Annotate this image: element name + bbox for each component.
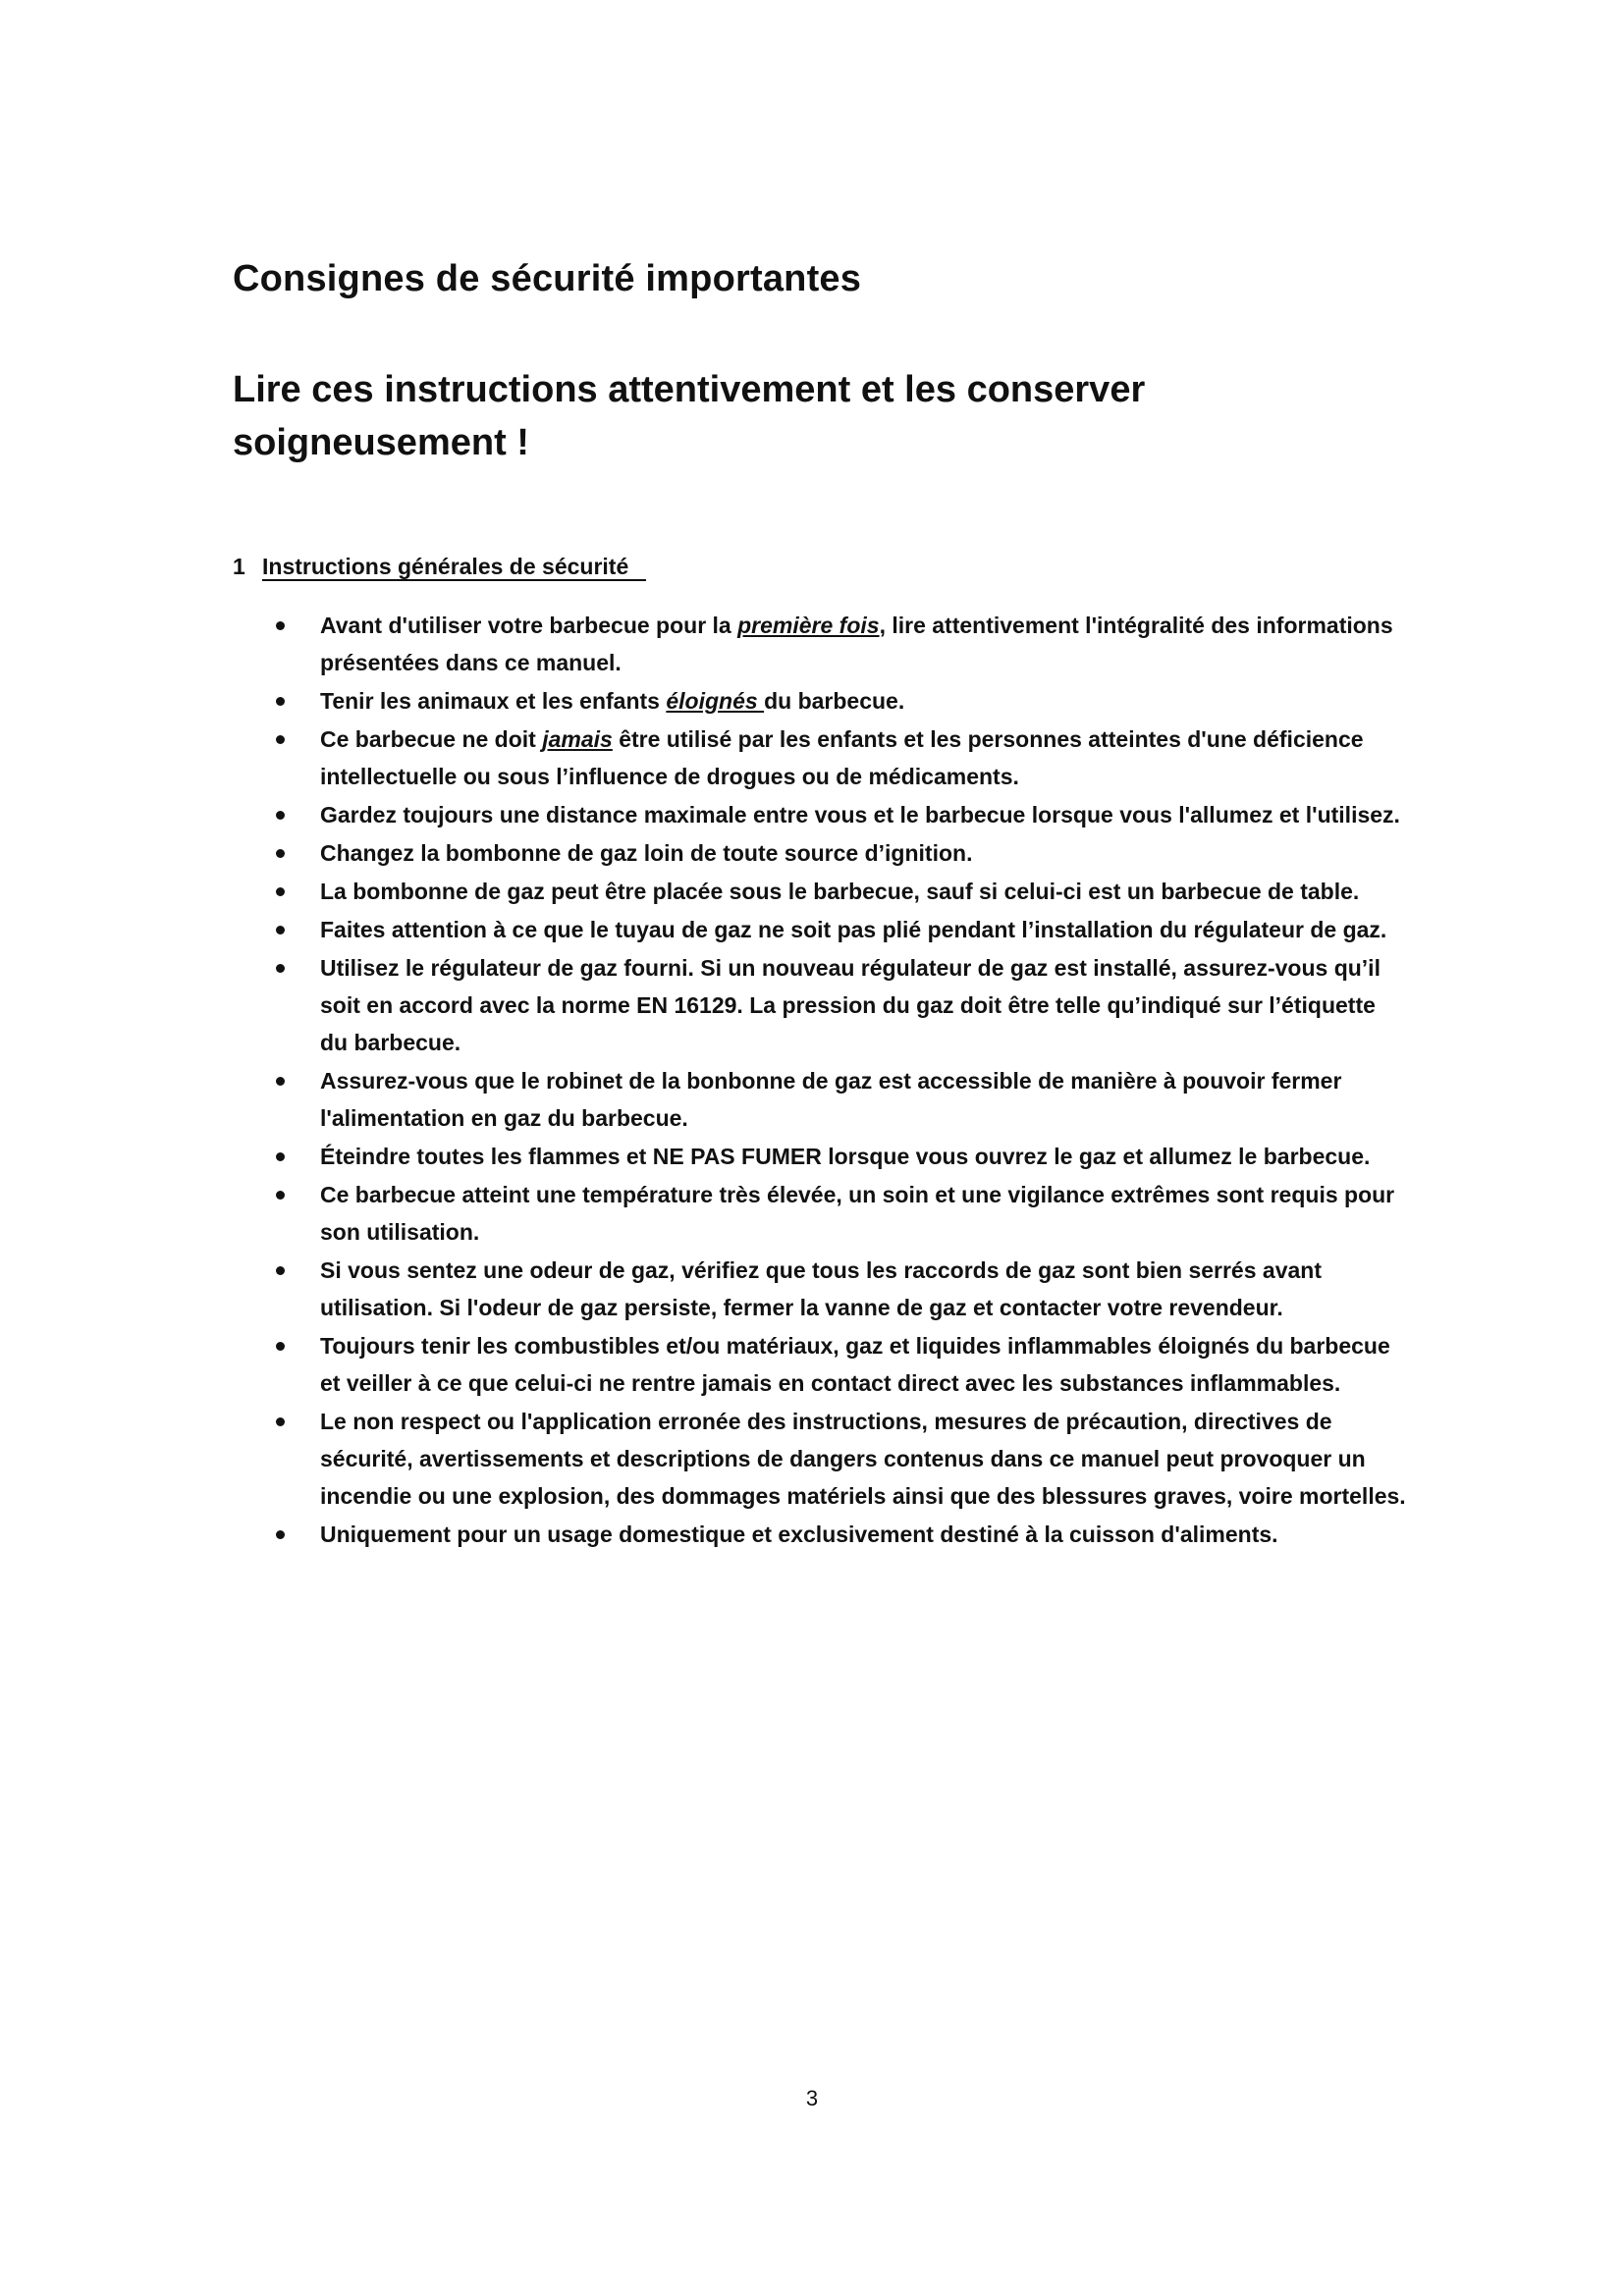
item-text: Utilisez le régulateur de gaz fourni. Si un nouveau régulateur de gaz est installé, assurez-vous qu’il soit en accord avec la norme EN 16129. La pression du gaz doit être telle qu’indiqué sur l’étiquette du barbecue. [320,955,1380,1055]
bullet-icon [276,1077,285,1086]
page-subtitle: Lire ces instructions attentivement et les conserver soigneusement ! [233,369,1146,463]
item-text: Éteindre toutes les flammes et NE PAS FUMER lorsque vous ouvrez le gaz et allumez le barbecue. [320,1144,1371,1169]
item-text-end: , lire attentivement l'intégralité des informations présentées dans ce manuel. [320,613,1393,675]
bullet-icon [276,621,285,630]
bullet-icon [276,811,285,820]
item-text: Toujours tenir les combustibles et/ou matériaux, gaz et liquides inflammables éloignés du barbecue et veiller à ce que celui-ci ne rentre jamais en contact direct avec les substances inflammables. [320,1333,1390,1396]
bullet-icon [276,697,285,706]
section-heading [233,552,646,581]
bullet-icon [276,1530,285,1539]
list-item [0,1252,1624,1326]
item-text: Ce barbecue atteint une température très élevée, un soin et une vigilance extrêmes sont requis pour son utilisation. [320,1182,1395,1245]
item-text: Assurez-vous que le robinet de la bonbonne de gaz est accessible de manière à pouvoir fermer l'alimentation en gaz du barbecue. [320,1068,1342,1131]
item-text-end: être utilisé par les enfants et les personnes atteintes d'une déficience intellectuelle ou sous l’influence de drogues ou de médicaments. [320,726,1364,789]
section-number: 1 [233,554,245,579]
list-item [0,1062,1624,1137]
item-text-end: du barbecue. [764,688,905,714]
list-item [0,796,1624,833]
list-item [0,1138,1624,1175]
item-text: Avant d'utiliser votre barbecue pour la [320,613,738,638]
item-text: Gardez toujours une distance maximale entre vous et le barbecue lorsque vous l'allumez et l'utilisez. [320,802,1400,828]
item-text: Ce barbecue ne doit [320,726,543,752]
list-item [0,721,1624,795]
bullet-icon [276,1152,285,1161]
item-text: Si vous sentez une odeur de gaz, vérifiez que tous les raccords de gaz sont bien serrés avant utilisation. Si l'odeur de gaz persiste, fermer la vanne de gaz et contacter votre revendeur. [320,1257,1322,1320]
item-text: La bombonne de gaz peut être placée sous le barbecue, sauf si celui-ci est un barbecue de table. [320,879,1360,904]
list-item [0,1176,1624,1251]
bullet-icon [276,1191,285,1200]
item-text: Changez la bombonne de gaz loin de toute source d’ignition. [320,840,973,866]
list-item [0,834,1624,872]
list-item [0,873,1624,910]
list-item [0,1327,1624,1402]
item-text: Faites attention à ce que le tuyau de gaz ne soit pas plié pendant l’installation du régulateur de gaz. [320,917,1387,942]
item-emphasis: jamais [542,726,613,752]
bullet-icon [276,735,285,744]
item-text: Le non respect ou l'application erronée des instructions, mesures de précaution, directives de sécurité, avertissements et descriptions de dangers contenus dans ce manuel peut provoquer un incendie ou une explosion, des dommages matériels ainsi que des blessures graves, voire mortelles. [320,1409,1406,1509]
page-title: Consignes de sécurité importantes [233,258,862,299]
safety-instructions-list [0,607,1624,1554]
bullet-icon [276,1417,285,1426]
list-item [0,1403,1624,1515]
list-item [0,911,1624,948]
list-item [0,1516,1624,1553]
bullet-icon [276,1342,285,1351]
item-text: Tenir les animaux et les enfants [320,688,667,714]
bullet-icon [276,1266,285,1275]
list-item [0,682,1624,720]
page-number: 3 [805,2086,819,2110]
item-emphasis: éloignés [666,688,765,714]
bullet-icon [276,887,285,896]
bullet-icon [276,964,285,973]
item-text: Uniquement pour un usage domestique et exclusivement destiné à la cuisson d'aliments. [320,1522,1278,1547]
bullet-icon [276,849,285,858]
list-item [0,607,1624,681]
section-title: Instructions générales de sécurité [262,554,646,581]
bullet-icon [276,926,285,934]
item-emphasis: première fois [737,613,880,638]
list-item [0,949,1624,1061]
